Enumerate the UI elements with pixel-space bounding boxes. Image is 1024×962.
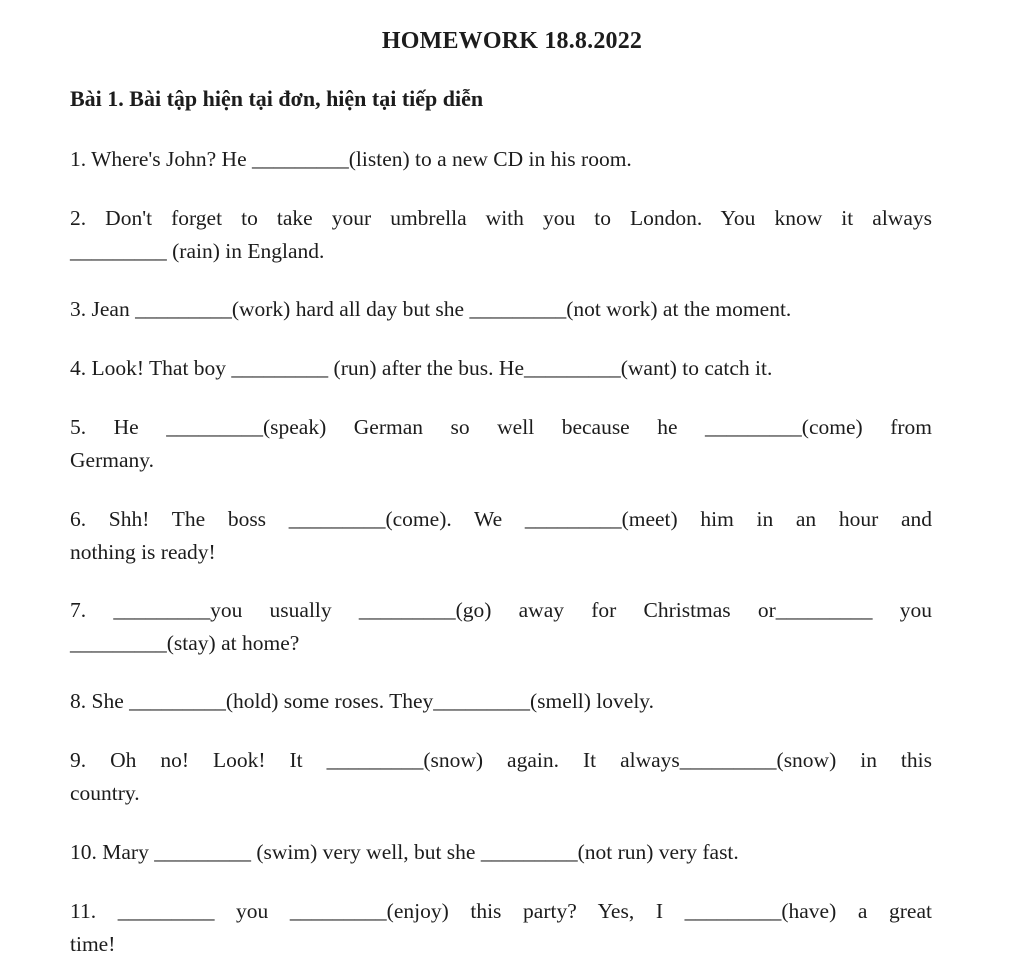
exercise-line: 6. Shh! The boss _________(come). We _________(meet) him in an hour and [70, 507, 932, 531]
exercise-1 [70, 143, 932, 176]
exercise-3 [70, 293, 932, 326]
exercise-line-continued: nothing is ready! [70, 540, 216, 564]
exercise-line: 8. She _________(hold) some roses. They_________(smell) lovely. [70, 689, 655, 713]
exercise-line: 9. Oh no! Look! It _________(snow) again. It always_________(snow) in this [70, 748, 932, 772]
exercise-6 [70, 503, 932, 569]
exercise-line-continued: country. [70, 781, 140, 805]
exercise-line-continued: _________ (rain) in England. [70, 239, 325, 263]
exercise-5 [70, 411, 932, 477]
exercise-10 [70, 836, 932, 869]
exercise-8 [70, 685, 932, 718]
exercise-line: 1. Where's John? He _________(listen) to a new CD in his room. [70, 147, 632, 171]
exercise-line-continued: time! [70, 932, 116, 956]
exercise-line: 5. He _________(speak) German so well because he _________(come) from [70, 415, 932, 439]
exercise-line: 7. _________you usually _________(go) away for Christmas or_________ you [70, 598, 932, 622]
exercise-line-continued: _________(stay) at home? [70, 631, 300, 655]
page-title: HOMEWORK 18.8.2022 [381, 28, 643, 54]
exercise-11 [70, 895, 932, 961]
exercise-9 [70, 744, 932, 810]
exercise-line-continued: Germany. [70, 448, 154, 472]
exercise-line: 11. _________ you _________(enjoy) this party? Yes, I _________(have) a great [70, 899, 932, 923]
exercise-2 [70, 202, 932, 268]
exercise-line: 10. Mary _________ (swim) very well, but she _________(not run) very fast. [70, 840, 739, 864]
exercise-line: 2. Don't forget to take your umbrella with you to London. You know it always [70, 206, 932, 230]
exercise-7 [70, 594, 932, 660]
section-heading: Bài 1. Bài tập hiện tại đơn, hiện tại tiếp diễn [70, 86, 484, 111]
exercise-line: 3. Jean _________(work) hard all day but she _________(not work) at the moment. [70, 297, 792, 321]
exercise-4 [70, 352, 932, 385]
exercise-line: 4. Look! That boy _________ (run) after the bus. He_________(want) to catch it. [70, 356, 773, 380]
